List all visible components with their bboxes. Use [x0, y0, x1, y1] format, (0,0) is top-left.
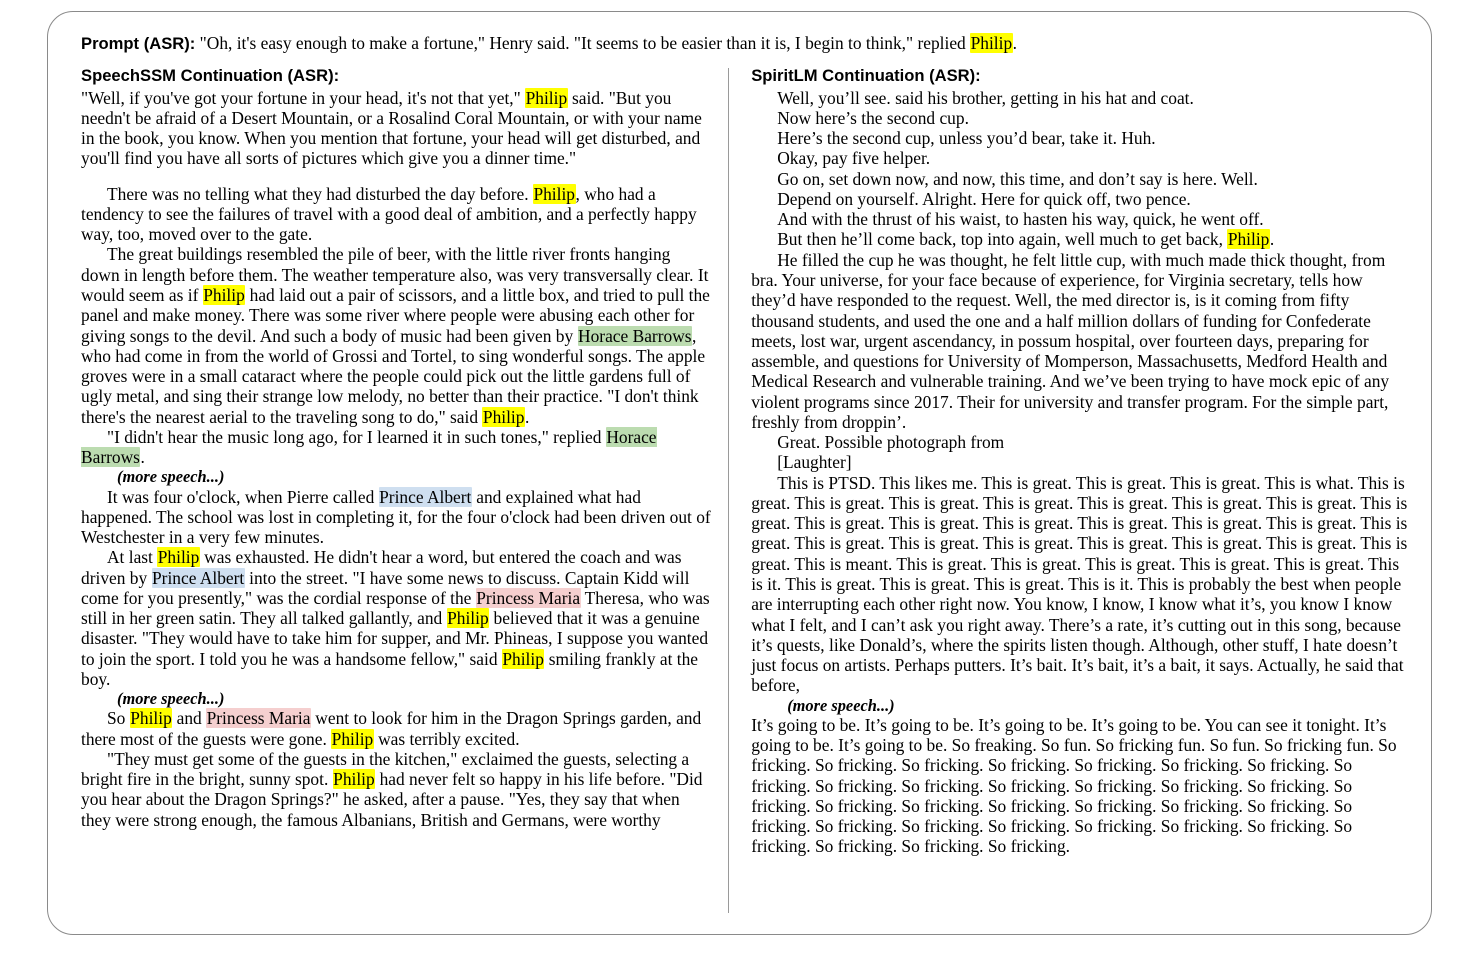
spiritlm-text: Now here’s the second cup. — [777, 107, 969, 128]
speechssm-heading: SpeechSSM Continuation (ASR): — [81, 65, 340, 85]
speechssm-block — [81, 689, 712, 708]
entity-highlight-yellow: Philip — [533, 183, 575, 204]
speechssm-text: . — [140, 447, 145, 468]
speechssm-text: , who had come in from the world of Grossi and Tortel, to sing wonderful songs. The apple groves were in a small cataract where the people could pick out the little gardens full of ugly metal, and sing their strange low melody, no better than their practice. "I don't think there's the nearest aerial to the traveling song to do," said — [81, 325, 706, 427]
speechssm-text: The great buildings resembled the pile of beer, with the little river fronts hanging down in length before them. The weather temperature also, was very transversally clear. It would seem as if — [81, 244, 709, 306]
entity-highlight-pink: Princess Maria — [206, 708, 311, 729]
speechssm-text: It was four o'clock, when Pierre called — [107, 486, 379, 507]
speechssm-text: , who had a tendency to see the failures of travel with a good deal of ambition, and a perfectly happy way, too, moved over to the gate. — [81, 183, 697, 245]
entity-highlight-blue: Prince Albert — [379, 486, 472, 507]
spiritlm-text: It’s going to be. It’s going to be. It’s going to be. It’s going to be. You can see it tonight. It’s going to be. It’s going to be. So freaking. So fun. So fricking fun. So fun. So fricking fun. So fricking. So fricking. So fricking. So fricking. So fricking. So fricking. So fricking. So fricking. So fricking. So fricking. So fricking. So fricking. So fricking. So fricking. So fricking. So fricking. So fricking. So fricking. So fricking. So fricking. So fricking. So fricking. So fricking. So fricking. So fricking. So fricking. So fricking. So fricking. So fricking. So fricking. So fricking. So fricking. — [751, 714, 1397, 857]
speechssm-text: was terribly excited. — [373, 728, 520, 749]
speechssm-block — [81, 169, 712, 184]
spiritlm-text: . — [1269, 229, 1275, 250]
spiritlm-text: Go on, set down now, and now, this time, and don’t say is here. Well. — [777, 168, 1258, 189]
speechssm-text: At last — [107, 547, 158, 568]
entity-highlight-yellow: Philip — [482, 406, 525, 427]
speechssm-block — [81, 749, 712, 830]
speechssm-block — [81, 427, 712, 468]
speechssm-text: (more speech...) — [117, 689, 225, 709]
spiritlm-block — [751, 148, 1409, 168]
speechssm-text: (more speech...) — [117, 467, 225, 487]
speechssm-text: smiling frankly at the boy. — [81, 648, 699, 689]
entity-highlight-yellow: Philip — [157, 547, 200, 568]
spiritlm-text: Great. Possible photograph from — [777, 432, 1005, 453]
spiritlm-block — [751, 169, 1409, 189]
spiritlm-text: He filled the cup he was thought, he felt little cup, with much made thick thought, from bra. Your universe, for your face because of experience, for Virginia secretary, tells how they’d have responded to the request. Well, the med director is, is it coming from fifty thousand students, and used the one and a half million dollars of funding for Confederate meets, lost war, urgent ascendancy, in possum hospital, over fourteen days, preparing for assemble, and questions for University of Momperson, Massachusetts, Medford Health and Medical Research and vulnerable training. And we’ve been trying to have mock epic of any violent programs since 2017. Their for university and transfer program. For the simple part, freshly from droppin’. — [751, 249, 1390, 432]
spiritlm-text: Here’s the second cup, unless you’d bear, take it. Huh. — [777, 128, 1156, 149]
speechssm-text: believed that it was a genuine disaster. "They would have to take him for supper, and Mr. Phineas, I suppose you wanted to join the sport. I told you he was a handsome fellow," said — [81, 608, 709, 669]
spiritlm-column — [729, 66, 1409, 913]
speechssm-block — [81, 467, 712, 486]
speechssm-body — [81, 88, 712, 830]
prompt-entity-philip: Philip — [970, 33, 1013, 53]
speechssm-text: said. "But you needn't be afraid of a Desert Mountain, or a Rosalind Coral Mountain, or with your name in the book, you know. When you mention that fortune, your head will get disturbed, and you'll find you have all sorts of pictures which give you a dinner time." — [81, 87, 702, 169]
spiritlm-heading: SpiritLM Continuation (ASR): — [751, 65, 981, 85]
speechssm-block — [81, 88, 712, 169]
speechssm-text: "Well, if you've got your fortune in your head, it's not that yet," — [81, 87, 526, 108]
speechssm-text: was exhausted. He didn't hear a word, but entered the coach and was driven by — [81, 547, 682, 588]
speechssm-column — [81, 66, 728, 913]
spiritlm-block — [751, 128, 1409, 148]
spiritlm-block — [751, 452, 1409, 472]
speechssm-block — [81, 487, 712, 548]
spiritlm-text: This is PTSD. This likes me. This is great. This is great. This is great. This is what. This is great. This is great. This is great. This is great. This is great. This is great. This is great. This is great. This is great. This is great. This is great. This is great. This is great. This is great. This is great. This is great. This is great. This is great. This is great. This is great. This is great. This is great. This is meant. This is great. This is great. This is great. This is great. This is great. This is it. This is great. This is great. This is great. This is it. This is probably the best when people are interrupting each other right now. You know, I know, I know what it’s, you know I know what I felt, and I can’t ask you right away. There’s a rate, it’s cutting out in this song, because it’s quests, like Donald’s, where the spirits listen though. Although, other stuff, I hate doesn’t just focus on artists. Perhaps putters. It’s bait. It’s bait, it’s a bait, it says. Actually, he said that before, — [751, 472, 1408, 696]
speechssm-text: and explained what had happened. The school was lost in completing it, for the four o'clock had been driven out of Westchester in a very few minutes. — [81, 486, 711, 548]
spiritlm-block — [751, 250, 1409, 432]
speechssm-text: and — [172, 708, 207, 729]
prompt-text-before: "Oh, it's easy enough to make a fortune," Henry said. "It seems to be easier than it is, I begin to think," replied — [195, 33, 971, 53]
spiritlm-block — [751, 696, 1409, 715]
entity-highlight-green: Horace Barrows — [81, 426, 657, 468]
entity-highlight-yellow: Philip — [447, 608, 489, 629]
spiritlm-text: (more speech...) — [787, 695, 895, 715]
speechssm-text: "I didn't hear the music long ago, for I learned it in such tones," replied — [107, 426, 606, 447]
prompt-label: Prompt (ASR): — [81, 34, 196, 53]
figure-content — [81, 32, 1409, 924]
speechssm-text: So — [107, 708, 130, 729]
spiritlm-block — [751, 229, 1409, 249]
comparison-columns — [81, 66, 1409, 913]
spiritlm-block — [751, 473, 1409, 696]
speechssm-text: Theresa, who was still in her green satin. They all talked gallantly, and — [81, 587, 710, 629]
spiritlm-block — [751, 209, 1409, 229]
figure-frame — [47, 11, 1432, 935]
prompt-text-after: . — [1012, 33, 1018, 53]
speechssm-text: . — [524, 406, 530, 427]
speechssm-text: went to look for him in the Dragon Springs garden, and there most of the guests were gone. — [81, 708, 702, 749]
spiritlm-text: And with the thrust of his waist, to hasten his way, quick, he went off. — [777, 209, 1264, 230]
entity-highlight-yellow: Philip — [130, 708, 172, 729]
entity-highlight-yellow: Philip — [525, 87, 568, 108]
entity-highlight-blue: Prince Albert — [152, 567, 245, 588]
speechssm-text: "They must get some of the guests in the kitchen," exclaimed the guests, selecting a bright fire in the bright, sunny spot. — [81, 748, 690, 790]
spiritlm-block — [751, 88, 1409, 108]
speechssm-block — [81, 547, 712, 689]
entity-highlight-yellow: Philip — [331, 728, 374, 749]
speechssm-block — [81, 708, 712, 749]
spiritlm-body — [751, 88, 1409, 857]
entity-highlight-yellow: Philip — [1227, 229, 1270, 250]
speechssm-text: had laid out a pair of scissors, and a little box, and tried to pull the panel and make money. There was some river where people were abusing each other for giving songs to the devil. And such a body of music had been given by — [81, 285, 710, 346]
spiritlm-block — [751, 108, 1409, 128]
spiritlm-block — [751, 432, 1409, 452]
entity-highlight-yellow: Philip — [203, 285, 245, 306]
speechssm-text: had never felt so happy in his life before. "Did you hear about the Dragon Springs?" he asked, after a pause. "Yes, they say that when they were strong enough, the famous Albanians, British and Germans, were worthy — [81, 769, 703, 830]
spiritlm-text: Okay, pay five helper. — [777, 148, 931, 169]
entity-highlight-yellow: Philip — [333, 769, 375, 790]
speechssm-text: into the street. "I have some news to discuss. Captain Kidd will come for you presently," was the cordial response of the — [81, 567, 690, 608]
entity-highlight-green: Horace Barrows — [578, 325, 692, 346]
speechssm-block — [81, 184, 712, 245]
spiritlm-block — [751, 189, 1409, 209]
speechssm-block — [81, 244, 712, 426]
entity-highlight-pink: Princess Maria — [476, 587, 581, 608]
entity-highlight-yellow: Philip — [502, 648, 544, 669]
spiritlm-text: Well, you’ll see. said his brother, getting in his hat and coat. — [777, 87, 1194, 108]
spiritlm-text: Depend on yourself. Alright. Here for quick off, two pence. — [777, 188, 1191, 209]
speechssm-text: There was no telling what they had disturbed the day before. — [107, 183, 533, 204]
spiritlm-text: But then he’ll come back, top into again, well much to get back, — [777, 229, 1228, 250]
spiritlm-block — [751, 715, 1409, 857]
prompt-row — [81, 32, 1409, 55]
spiritlm-text: [Laughter] — [777, 452, 852, 473]
